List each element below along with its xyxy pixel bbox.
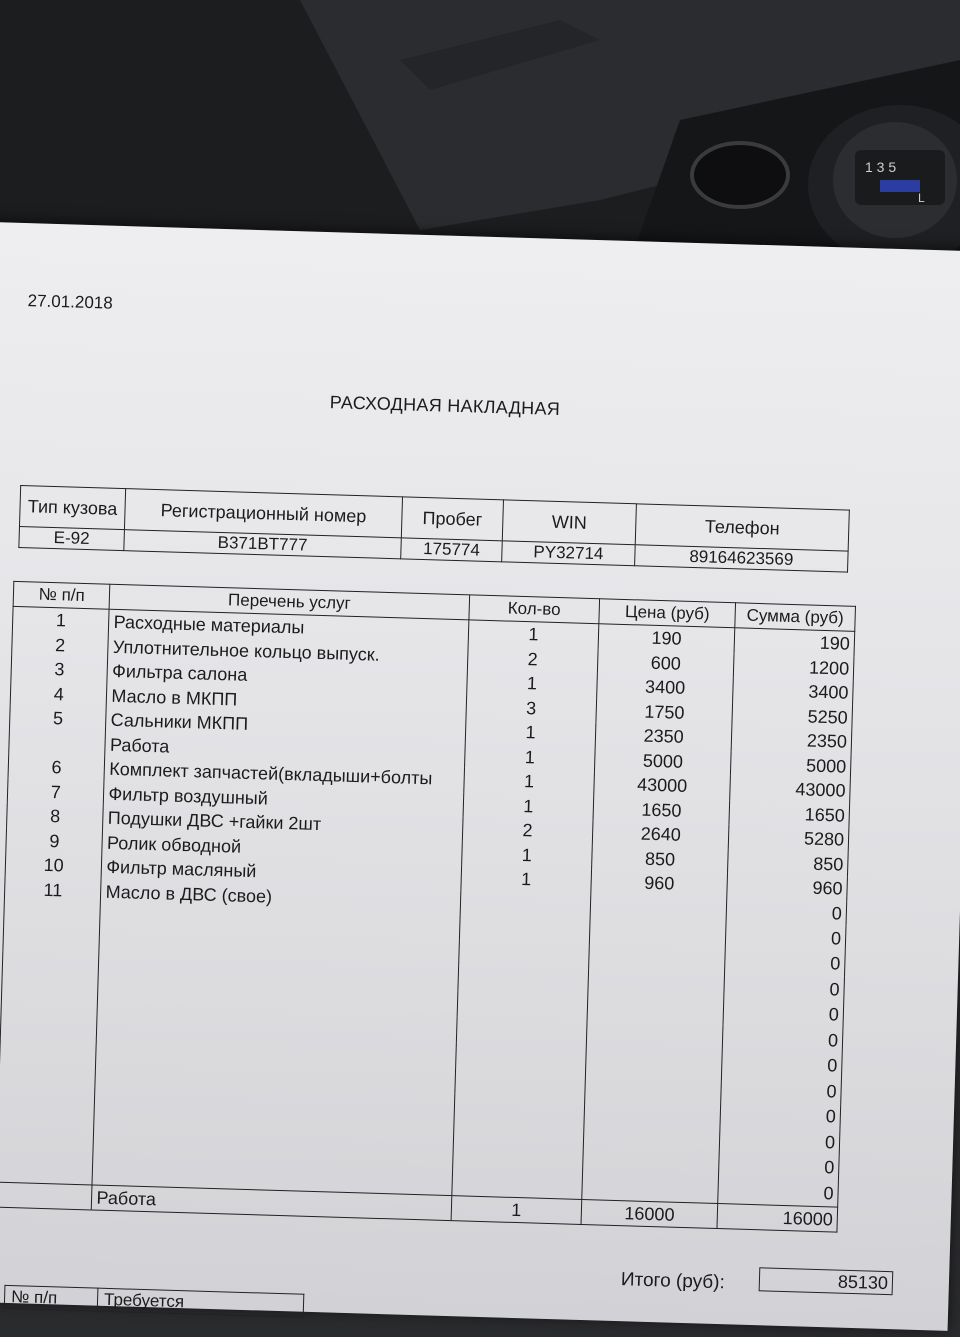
work-row-sum: 16000 (717, 1203, 838, 1232)
price: 2350 (595, 722, 731, 751)
price (587, 1020, 724, 1050)
row-number: 8 (7, 803, 104, 830)
quantity (455, 1067, 586, 1096)
quantity (456, 1016, 587, 1045)
service-name: Масло в ДВС (свое) (101, 879, 461, 914)
price (584, 1097, 721, 1127)
price (586, 1046, 723, 1076)
row-number (0, 1054, 96, 1082)
quantity: 1 (468, 620, 599, 649)
sum: 0 (722, 1050, 843, 1079)
price (582, 1173, 719, 1203)
price: 3400 (597, 673, 733, 702)
price (584, 1122, 721, 1152)
quantity: 1 (463, 792, 594, 820)
row-number (3, 926, 100, 954)
service-name: Ролик обводной (102, 830, 462, 865)
svg-text:1 3 5: 1 3 5 (865, 159, 897, 175)
price: 600 (598, 649, 734, 678)
header-phone: Телефон (635, 504, 849, 551)
sum: 0 (725, 922, 846, 951)
work-row-qty: 1 (451, 1195, 582, 1224)
header-win: WIN (502, 500, 636, 545)
quantity: 2 (462, 816, 593, 844)
work-row-number (0, 1182, 92, 1210)
row-number (9, 729, 106, 756)
quantity (457, 991, 588, 1020)
total-label: Итого (руб): (620, 1269, 726, 1294)
row-number: 3 (11, 656, 108, 683)
row-number: 4 (10, 680, 107, 707)
row-number (2, 952, 99, 980)
work-row-name: Работа (92, 1184, 452, 1220)
row-number (1, 1003, 98, 1031)
value-body-type: E-92 (19, 527, 125, 551)
quantity (452, 1144, 583, 1173)
row-number: 5 (9, 705, 106, 732)
header-quantity: Кол-во (469, 595, 600, 624)
value-reg-number: B371BT777 (124, 530, 402, 559)
quantity: 1 (461, 841, 592, 869)
quantity (455, 1042, 586, 1071)
service-name: Фильтра салона (107, 659, 467, 694)
quantity: 1 (463, 767, 594, 795)
service-name: Комплект запчастей(вкладыши+болты (104, 757, 464, 792)
service-name: Подушки ДВС +гайки 2шт (103, 806, 463, 841)
row-number (4, 901, 101, 929)
services-table (0, 581, 856, 1232)
price: 1650 (593, 796, 729, 825)
header-mileage: Пробег (401, 497, 503, 541)
header-req-number: № п/п (4, 1285, 98, 1311)
price: 1750 (596, 698, 732, 727)
total-value: 85130 (759, 1267, 894, 1295)
sum: 0 (719, 1152, 840, 1181)
price: 850 (592, 845, 728, 874)
header-service-list: Перечень услуг (110, 584, 470, 620)
row-number: 9 (6, 827, 103, 854)
sum: 0 (719, 1126, 840, 1155)
sum: 1200 (733, 653, 854, 681)
row-number: 1 (12, 606, 109, 634)
price: 190 (598, 624, 735, 653)
sum: 850 (728, 849, 849, 877)
price (587, 995, 724, 1025)
quantity: 1 (461, 865, 592, 893)
price: 5000 (595, 747, 731, 776)
row-number (0, 1028, 97, 1056)
row-number (0, 1156, 93, 1185)
price (588, 969, 725, 999)
quantity: 1 (466, 669, 597, 697)
services-body (0, 606, 855, 1206)
row-number (1, 977, 98, 1005)
quantity (458, 940, 589, 969)
row-number (0, 1079, 95, 1107)
service-name: Сальники МКПП (106, 708, 466, 743)
sum: 0 (723, 999, 844, 1028)
value-mileage: 175774 (401, 538, 503, 562)
price (585, 1071, 722, 1101)
service-name: Расходные материалы (109, 609, 469, 645)
sum: 960 (727, 873, 848, 901)
row-number: 6 (8, 754, 105, 781)
invoice-sheet (0, 222, 960, 1331)
value-win: PY32714 (502, 541, 636, 566)
sum: 5280 (728, 824, 849, 852)
row-number: 2 (12, 631, 109, 658)
quantity (454, 1093, 585, 1122)
header-price: Цена (руб) (599, 599, 736, 628)
price: 2640 (593, 820, 729, 849)
document-title: РАСХОДНАЯ НАКЛАДНАЯ (329, 392, 561, 419)
sum: 43000 (730, 775, 851, 803)
row-number: 10 (5, 852, 102, 879)
quantity: 1 (464, 743, 595, 771)
sum: 0 (725, 948, 846, 977)
sum: 0 (726, 898, 847, 926)
price (590, 918, 727, 948)
row-number: 11 (4, 876, 101, 903)
sum: 5000 (730, 751, 851, 779)
row-number: 7 (7, 778, 104, 805)
sum: 0 (720, 1101, 841, 1130)
service-name: Уплотнительное кольцо выпуск. (108, 634, 468, 669)
quantity: 3 (466, 694, 597, 722)
sum: 1650 (729, 800, 850, 828)
price (583, 1148, 720, 1178)
sum: 5250 (732, 702, 853, 730)
sum: 2350 (731, 726, 852, 754)
header-reg-number: Регистрационный номер (124, 489, 402, 538)
service-name: Масло в МКПП (107, 683, 467, 718)
sum: 0 (721, 1075, 842, 1104)
quantity (459, 914, 590, 943)
header-row-number: № п/п (13, 581, 110, 609)
svg-text:L: L (918, 191, 925, 205)
sum: 190 (734, 628, 855, 657)
quantity: 2 (467, 645, 598, 673)
value-phone: 89164623569 (635, 545, 849, 572)
quantity (453, 1118, 584, 1147)
sum: 0 (718, 1177, 839, 1207)
price: 960 (591, 869, 727, 898)
row-number (0, 1105, 95, 1133)
quantity (451, 1169, 582, 1199)
service-name: Фильтр масляный (102, 855, 462, 890)
requirements-table (4, 1285, 305, 1318)
row-number (0, 1130, 94, 1158)
price: 43000 (594, 771, 730, 800)
header-body-type: Тип кузова (19, 486, 125, 530)
vehicle-info-table (18, 485, 850, 573)
work-row-price: 16000 (581, 1199, 718, 1228)
header-required: Требуется (97, 1288, 304, 1317)
service-name: Фильтр воздушный (104, 781, 464, 816)
document-date: 27.01.2018 (27, 291, 114, 313)
service-name: Работа (105, 732, 465, 767)
price (589, 944, 726, 974)
header-sum: Сумма (руб) (735, 603, 856, 632)
quantity (458, 965, 589, 994)
sum: 0 (722, 1024, 843, 1053)
sum: 3400 (733, 677, 854, 705)
quantity: 1 (465, 718, 596, 746)
sum: 0 (724, 973, 845, 1002)
